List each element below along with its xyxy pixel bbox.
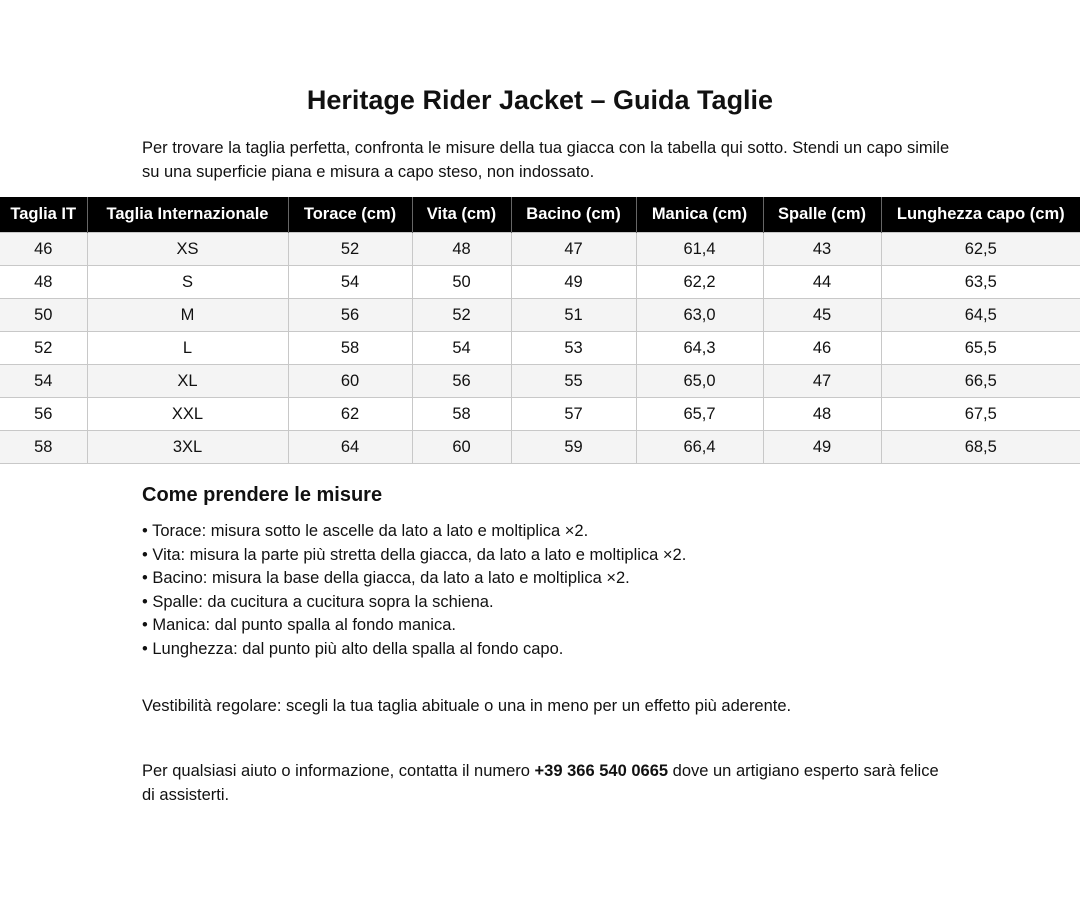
contact-before: Per qualsiasi aiuto o informazione, contatta il numero <box>142 762 535 780</box>
table-cell: 54 <box>412 332 511 365</box>
table-cell: 64,5 <box>881 299 1080 332</box>
table-cell: 3XL <box>87 431 288 464</box>
table-cell: 54 <box>288 266 412 299</box>
header-lunghezza: Lunghezza capo (cm) <box>881 197 1080 233</box>
contact-phone: +39 366 540 0665 <box>534 762 669 780</box>
page-title: Heritage Rider Jacket – Guida Taglie <box>306 85 774 115</box>
table-cell: S <box>87 266 288 299</box>
table-cell: L <box>87 332 288 365</box>
table-cell: 58 <box>288 332 412 365</box>
table-cell: 48 <box>412 233 511 266</box>
table-cell: 51 <box>511 299 636 332</box>
table-cell: 57 <box>511 398 636 431</box>
table-row <box>0 398 1080 431</box>
table-cell: 52 <box>412 299 511 332</box>
table-cell: 49 <box>763 431 881 464</box>
table-cell: 56 <box>412 365 511 398</box>
size-table <box>0 197 1080 464</box>
list-item: • Bacino: misura la base della giacca, da lato a lato e moltiplica ×2. <box>142 569 630 588</box>
table-cell: 67,5 <box>881 398 1080 431</box>
header-bacino: Bacino (cm) <box>511 197 636 233</box>
table-cell: 62,2 <box>636 266 763 299</box>
table-header-row <box>0 197 1080 233</box>
list-item: • Lunghezza: dal punto più alto della spalla al fondo capo. <box>142 639 564 658</box>
table-row <box>0 299 1080 332</box>
table-cell: 56 <box>0 398 87 431</box>
table-cell: 47 <box>763 365 881 398</box>
fit-note: Vestibilità regolare: scegli la tua taglia abituale o una in meno per un effetto più aderente. <box>142 697 792 715</box>
table-cell: 52 <box>288 233 412 266</box>
table-cell: 58 <box>0 431 87 464</box>
table-cell: 66,5 <box>881 365 1080 398</box>
header-torace: Torace (cm) <box>288 197 412 233</box>
table-row <box>0 431 1080 464</box>
table-cell: 48 <box>763 398 881 431</box>
table-cell: 47 <box>511 233 636 266</box>
list-item: • Manica: dal punto spalla al fondo manica. <box>142 616 456 635</box>
table-cell: 63,0 <box>636 299 763 332</box>
table-cell: 65,5 <box>881 332 1080 365</box>
table-cell: 62 <box>288 398 412 431</box>
table-cell: 46 <box>763 332 881 365</box>
table-cell: 60 <box>288 365 412 398</box>
list-item: • Vita: misura la parte più stretta della giacca, da lato a lato e moltiplica ×2. <box>142 545 687 564</box>
header-taglia-it: Taglia IT <box>0 197 87 233</box>
table-row <box>0 332 1080 365</box>
table-cell: 61,4 <box>636 233 763 266</box>
measure-heading: Come prendere le misure <box>142 484 383 506</box>
measure-list <box>142 520 686 662</box>
header-taglia-internazionale: Taglia Internazionale <box>87 197 288 233</box>
contact-after: dove un artigiano esperto sarà felice di assisterti. <box>142 762 939 804</box>
table-cell: 48 <box>0 266 87 299</box>
table-cell: 56 <box>288 299 412 332</box>
table-cell: 66,4 <box>636 431 763 464</box>
table-cell: 52 <box>0 332 87 365</box>
table-cell: 54 <box>0 365 87 398</box>
table-cell: 59 <box>511 431 636 464</box>
table-cell: 53 <box>511 332 636 365</box>
table-cell: 64,3 <box>636 332 763 365</box>
table-cell: 43 <box>763 233 881 266</box>
header-vita: Vita (cm) <box>412 197 511 233</box>
header-manica: Manica (cm) <box>636 197 763 233</box>
table-cell: 50 <box>0 299 87 332</box>
table-cell: 60 <box>412 431 511 464</box>
list-item: • Torace: misura sotto le ascelle da lato a lato e moltiplica ×2. <box>142 522 589 540</box>
table-cell: 50 <box>412 266 511 299</box>
table-cell: 58 <box>412 398 511 431</box>
list-item: • Spalle: da cucitura a cucitura sopra la schiena. <box>142 592 494 611</box>
table-cell: 65,0 <box>636 365 763 398</box>
table-cell: 49 <box>511 266 636 299</box>
header-spalle: Spalle (cm) <box>763 197 881 233</box>
table-cell: 64 <box>288 431 412 464</box>
table-row <box>0 266 1080 299</box>
table-cell: 45 <box>763 299 881 332</box>
table-cell: XL <box>87 365 288 398</box>
table-row <box>0 365 1080 398</box>
intro-text: Per trovare la taglia perfetta, confronta le misure della tua giacca con la tabella qui sotto. Stendi un capo simile su una superficie piana e misura a capo steso, non indossato. <box>142 139 950 181</box>
table-cell: 44 <box>763 266 881 299</box>
table-row <box>0 233 1080 266</box>
table-cell: 65,7 <box>636 398 763 431</box>
table-cell: 62,5 <box>881 233 1080 266</box>
table-cell: XXL <box>87 398 288 431</box>
table-cell: 46 <box>0 233 87 266</box>
table-cell: XS <box>87 233 288 266</box>
table-cell: M <box>87 299 288 332</box>
table-cell: 68,5 <box>881 431 1080 464</box>
table-cell: 55 <box>511 365 636 398</box>
table-cell: 63,5 <box>881 266 1080 299</box>
contact-text <box>142 760 952 807</box>
